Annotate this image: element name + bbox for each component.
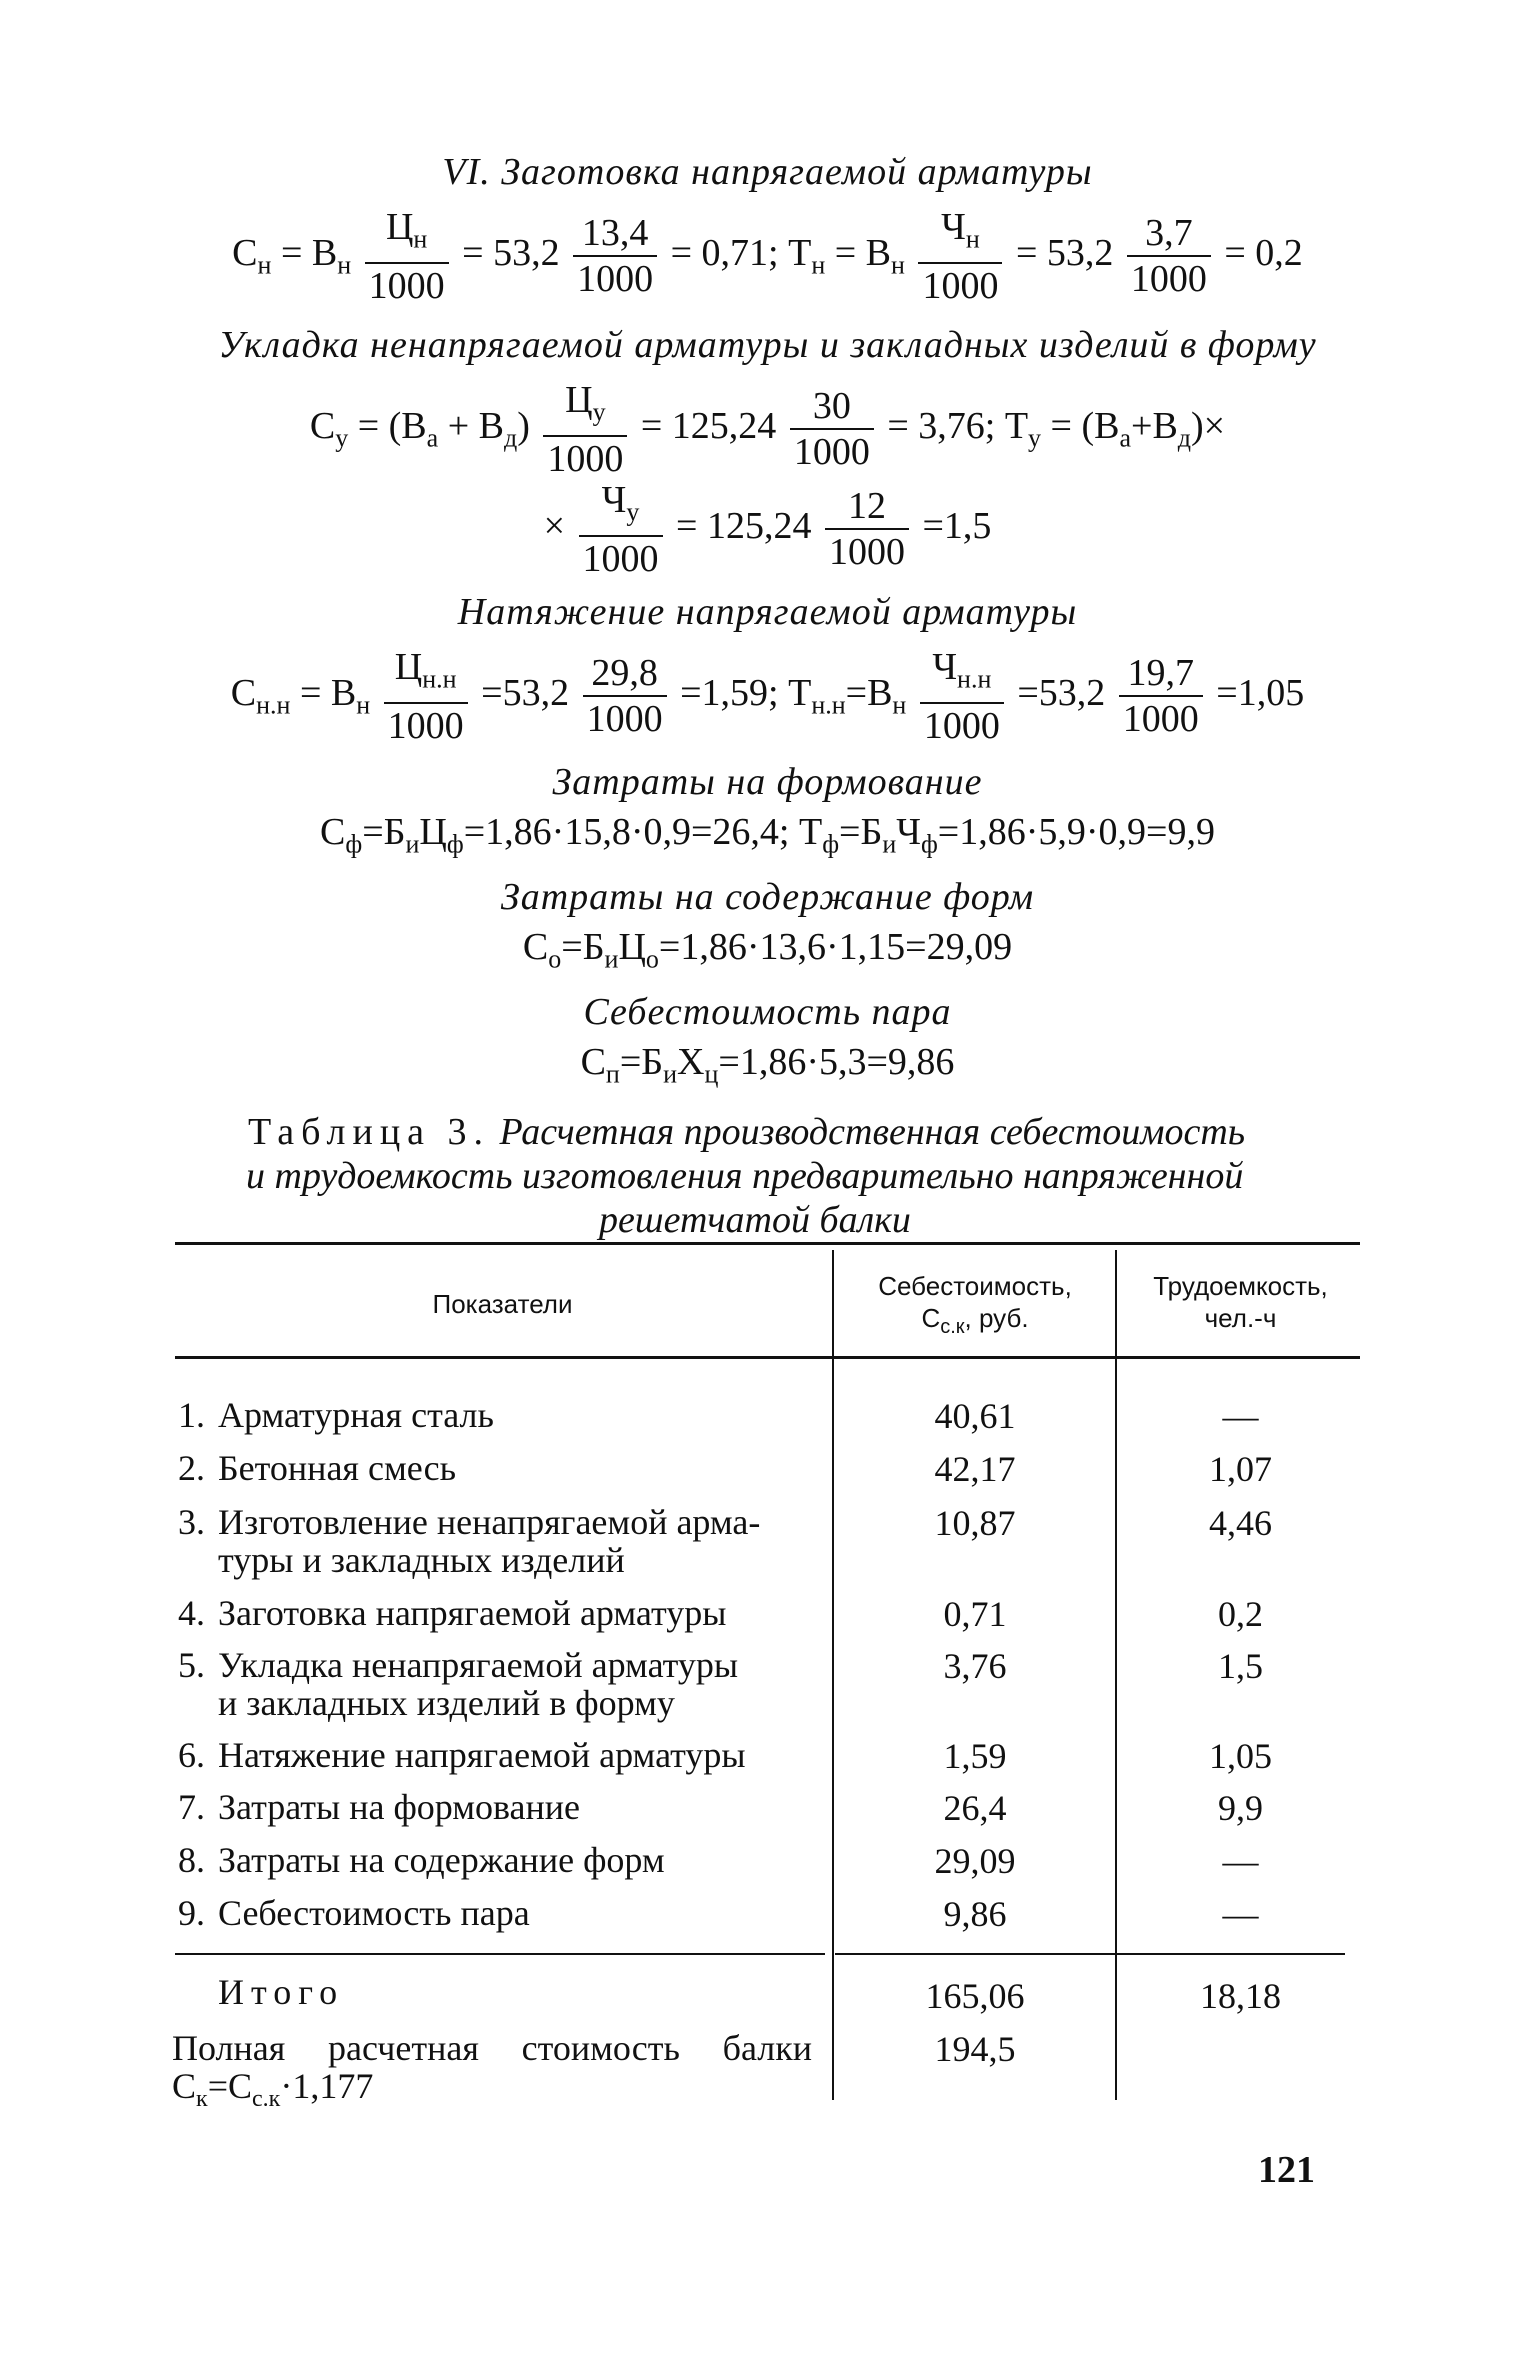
formula-laying-rebar-cont: × $\frac{Ч_у}{1000}$ = 125,24 $\frac{12}{1000}$ =1,5 <box>543 479 992 580</box>
section-heading: Себестоимость пара <box>583 991 952 1033</box>
formula-laying-rebar: $С_у = (В_а + В_д)$ $\frac{Ц_у}{1000}$ = 125,24 $\frac{30}{1000}$ = 3,76; $Т_у = (В_а+В_д)\times$ <box>309 379 1226 480</box>
table-top-rule <box>175 1242 1360 1245</box>
section-heading: VI. Заготовка напрягаемой арматуры <box>442 151 1093 193</box>
document-page: VI. Заготовка напрягаемой арматуры $С_н = В_н$ $\frac{Ц_н}{1000}$ = 53,2 $\frac{13,4}{1000}$ = 0,71; $Т_н = В_н$ $\frac{Ч_н}{1000}$ = 53,2 $\frac{3,7}{1000}$ = 0,2 Укладка ненапрягаемой арматуры и закладных изделий в форму $С_у = (В_а + В_д)$ $\frac{Ц_у}{1000}$ = 125,24 $\frac{30}{1000}$ = 3,76; $Т_у = (В_а+В_д)\times$ × $\frac{Ч_у}{1000}$ = 125,24 $\frac{12}{1000}$ =1,5 Натяжение напрягаемой арматуры $С_{н.н} = В_н$ $\frac{Ц_{н.н}}{1000}$ =53,2 $\frac{29,8}{1000}$ =1,59; $Т_{н.н}=В_н$ $\frac{Ч_{н.н}}{1000}$ =53,2 $\frac{19,7}{1000}$ =1,05 Затраты на формование $С_ф=Б_иЦ_ф=1,86\cdot 15,8\cdot 0,9=26,4$; $Т_ф=Б_иЧ_ф=1,86\cdot 5,9\cdot 0,9=9,9$ Затраты на содержание форм $С_о=Б_иЦ_о=1,86\cdot 13,6\cdot 1,15=29,09$ Себестоимость пара $С_п=Б_иХ_ц=1,86\cdot 5,3=9,86$ Таблица 3. Расчетная производственная себестоимость и трудоемкость изготовления предварительно напряженной решетчатой балки Показатели Себестоимость, $С_{с.к}$, руб. Трудоемкость, чел.-ч 1. Арматурная сталь 40,61 — 2. Бетонная смесь 42,17 1,07 3. Изготовление ненапрягаемой арма- туры и закладных изделий 10,87 4,46 4. Заготовка напрягаемой арматуры 0,71 0,2 5. Укладка ненапрягаемой арматуры и закладных изделий в форму 3,76 1,5 6. Натяжение напрягаемой арматуры 1,59 1,05 7. Затраты на формование 26,4 9,9 8. Затраты на содержание форм 29,09 — 9. Себестоимость пара 9,86 — Итого 165,06 18,18 Полная расчетная стоимость балки $С_к=С_{с.к}\cdot 1,177$ 194,5 121 <box>0 0 1535 2363</box>
header-indicators: Показатели <box>432 1289 573 1319</box>
table-caption: Таблица 3. Расчетная производственная себестоимость и трудоемкость изготовления предварительно напряженной решетчатой балки <box>246 1111 1246 1241</box>
formula-tension-rebar-prep: $С_н = В_н$ $\frac{Ц_н}{1000}$ = 53,2 $\frac{13,4}{1000}$ = 0,71; $Т_н = В_н$ $\frac{Ч_н}{1000}$ = 53,2 $\frac{3,7}{1000}$ = 0,2 <box>232 206 1303 307</box>
header-labor: Трудоемкость, чел.-ч <box>1153 1271 1328 1333</box>
table-header-rule <box>175 1356 1360 1359</box>
table-col-divider <box>1115 1250 1117 2100</box>
section-heading: Затраты на содержание форм <box>500 876 1035 918</box>
header-cost: Себестоимость, $С_{с.к}$, руб. <box>878 1271 1072 1339</box>
page-number: 121 <box>1258 2149 1315 2191</box>
table-col-divider <box>832 1250 834 2100</box>
section-heading: Укладка ненапрягаемой арматуры и закладных изделий в форму <box>218 324 1317 366</box>
formula-tensioning: $С_{н.н} = В_н$ $\frac{Ц_{н.н}}{1000}$ =53,2 $\frac{29,8}{1000}$ =1,59; $Т_{н.н}=В_н$ $\frac{Ч_{н.н}}{1000}$ =53,2 $\frac{19,7}{1000}$ =1,05 <box>230 646 1305 747</box>
formula-forming: $С_ф=Б_иЦ_ф=1,86\cdot 15,8\cdot 0,9=26,4$; $Т_ф=Б_иЧ_ф=1,86\cdot 5,9\cdot 0,9=9,9$ <box>320 811 1215 859</box>
section-heading: Натяжение напрягаемой арматуры <box>457 591 1078 633</box>
formula-mold-upkeep: $С_о=Б_иЦ_о=1,86\cdot 13,6\cdot 1,15=29,09$ <box>522 926 1013 974</box>
section-heading: Затраты на формование <box>552 761 983 803</box>
table-total-rule <box>835 1953 1345 1955</box>
table-total-rule <box>175 1953 825 1955</box>
formula-steam-cost: $С_п=Б_иХ_ц=1,86\cdot 5,3=9,86$ <box>580 1041 955 1089</box>
